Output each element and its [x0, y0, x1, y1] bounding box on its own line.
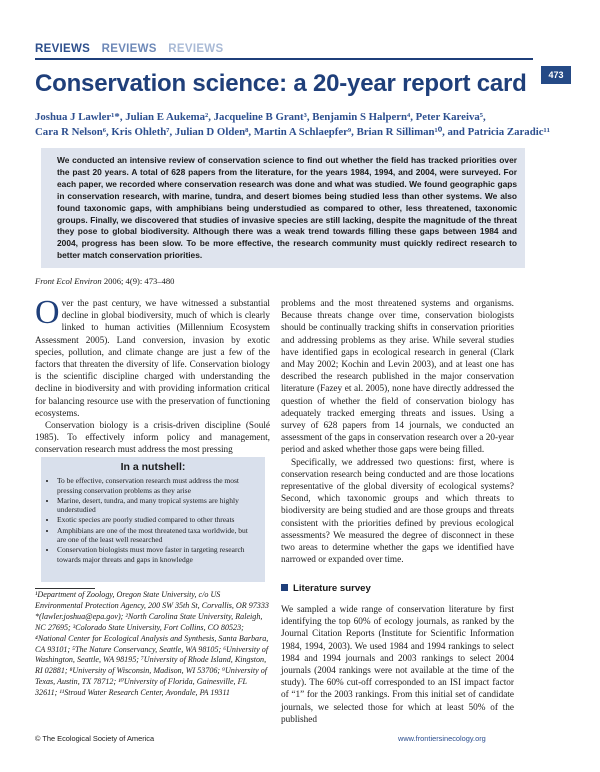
author-list: [35, 110, 555, 139]
body-column-left: [35, 294, 270, 457]
paragraph: Specifically, we addressed two questions: first, where is conservation research being conducted and are those locations representative of the global diversity of ecological systems? Second, which taxonomic groups and which threats to biodiversity are being studied and are those groups and threats consistent with the priorities defined by previous ecological assessments? We measured the degree of disconnect in these two areas to determine whether the gaps we identified have narrowed or expanded over time.: [281, 457, 514, 566]
section-label: [35, 43, 231, 55]
nutshell-box: [41, 457, 265, 582]
citation-journal: Front Ecol Environ: [35, 276, 102, 286]
paragraph: Conservation biology is a crisis-driven discipline (Soulé 1985). To effectively inform policy and management, conservation research must address the most pressing: [35, 421, 270, 456]
reviews-label-3: REVIEWS: [168, 43, 224, 55]
affiliations: ¹Department of Zoology, Oregon State University, c/o US Environmental Protection Agency, 200 SW 35th St, Corvallis, OR 97333 *(lawler.joshua@epa.gov); ²North Carolina State University, Raleigh, NC 27695; ³Colorado State University, Fort Collins, CO 80523; ⁴National Center for Ecological Analysis and Synthesis, Santa Barbara, CA 93101; ⁵The Nature Conservancy, Seattle, WA 98105; ⁶University of Washington, Seattle, WA 98195; ⁷University of Rhode Island, Kingston, RI 02881; ⁸University of Wisconsin, Madison, WI 53706; ⁹University of Texas, Austin, TX 78712; ¹⁰University of Florida, Gainesville, FL 32611; ¹¹Stroud Water Research Center, Avondale, PA 19311: [35, 590, 269, 698]
intro-paragraph: [35, 294, 270, 420]
reviews-label-2: REVIEWS: [101, 43, 157, 55]
page-number: 473: [541, 66, 571, 84]
nutshell-item: • Amphibians are one of the most threatened taxa worldwide, but are one of the least well researched: [57, 526, 258, 545]
article-title: Conservation science: a 20-year report card: [35, 70, 527, 97]
nutshell-item: • Exotic species are poorly studied compared to other threats: [57, 515, 258, 524]
abstract: We conducted an intensive review of conservation science to find out whether the field has tracked priorities over the past 20 years. A total of 628 papers from the literature, for the years 1984, 1994, and 2004, were surveyed. For each paper, we recorded where conservation research was done and what was studied. We found geographic gaps in conservation research, with marine, tundra, and desert biomes being studied less than other systems. We also found taxonomic gaps, with amphibians being understudied as compared to other, less threatened, taxonomic groups. Finally, we discovered that studies of invasive species are still lacking, despite the magnitude of the threat they pose to global biodiversity. Although there was a weak trend towards filling these gaps between 1984 and 2004, progress has been slow. To be more effective, the research community must quickly redirect research to better match conservation priorities.: [41, 148, 525, 268]
citation: [35, 276, 174, 286]
footnote-rule: [35, 588, 95, 589]
reviews-label-1: REVIEWS: [35, 43, 91, 55]
section-heading: [281, 583, 371, 594]
body-column-right: [281, 298, 514, 566]
nutshell-title: In a nutshell:: [120, 461, 186, 473]
nutshell-item: • Conservation biologists must move faster in targeting research towards major threats and gaps in knowledge: [57, 545, 258, 564]
drop-cap: O: [35, 294, 60, 331]
paragraph: We sampled a wide range of conservation literature by first identifying the top 60% of ecology journals, as ranked by the Journal Citation Reports (Institute for Scientific Information 1984, 1994, 2003). We used 1984 and 1994 rankings to select 1984 and 1994 journals and 2003 rankings to select 2004 journals (2004 rankings were not available at the time of the study). The 60% cut-off corresponded to an ISI impact factor of “1” for the 2003 rankings. From this initial set of candidate journals, we selected those for which at least 50% of the published: [281, 605, 514, 725]
square-bullet-icon: [281, 584, 288, 591]
header-rule: [35, 58, 533, 60]
authors-line-2: Cara R Nelson⁶, Kris Ohleth⁷, Julian D Olden⁸, Martin A Schlaepfer⁹, Brian R Silliman¹⁰, and Patricia Zaradic¹¹: [35, 125, 550, 138]
paragraph: problems and the most threatened systems and organisms. Because threats change over time, conservation biologists should be continually tracking shifts in conservation priorities and addressing problems as they arise. While several studies have identified gaps in ecological research in general (Clark and May 2002; Kochin and Levin 2003), and at least one has described the research published in the major conservation literature (Fazey et al. 2005), none have directly addressed the question of whether the field of conservation biology has adequately tracked emerging threats and issues. Using a survey of 628 papers from 14 journals, we conducted an assessment of the gaps in conservation research over a 20-year period and asked whether those gaps were being filled.: [281, 299, 514, 456]
copyright: © The Ecological Society of America: [35, 734, 155, 743]
citation-details: 2006; 4(9): 473–480: [101, 276, 175, 286]
nutshell-list: [48, 476, 258, 564]
journal-url[interactable]: www.frontiersinecology.org: [398, 734, 486, 743]
nutshell-item: • Marine, desert, tundra, and many tropical systems are highly understudied: [57, 496, 258, 515]
body-column-right-continued: [281, 604, 514, 726]
authors-line-1: Joshua J Lawler¹*, Julian E Aukema², Jacqueline B Grant³, Benjamin S Halpern⁴, Peter Kareiva⁵,: [35, 111, 486, 123]
section-heading-text: Literature survey: [293, 583, 371, 594]
intro-text: ver the past century, we have witnessed a substantial decline in global biodiversity, much of which is clearly linked to human activities (Millennium Ecosystem Assessment 2005). Land conversion, invasion by exotic species, pollution, and climate change are just a few of the factors that threaten the diversity of life. Conservation biology is the scientific discipline charged with understanding the decline in biodiversity and with providing information critical for balancing resource use with the preservation of functioning ecosystems.: [35, 299, 270, 419]
nutshell-item: • To be effective, conservation research must address the most pressing conservation problems as they arise: [57, 476, 258, 495]
